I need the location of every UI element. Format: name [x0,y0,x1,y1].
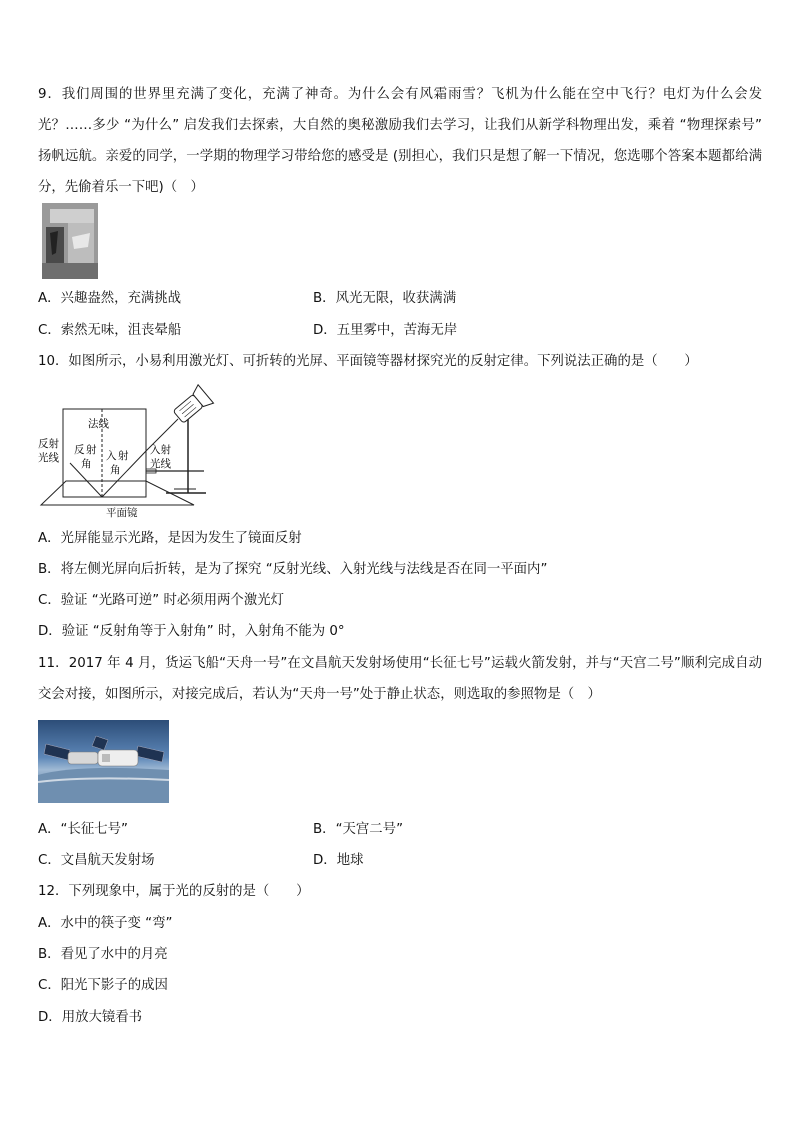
label-reflection-angle-3: 角 [81,458,92,470]
q12-stem: 12．下列现象中，属于光的反射的是（ ） [38,884,310,899]
q9-figure-image [42,203,98,279]
label-reflection-angle-2: 射 [86,444,97,456]
q11-option-a[interactable]: A．“长征七号” [38,822,128,837]
q11-option-d[interactable]: D．地球 [313,853,364,868]
q10-stem: 10．如图所示，小易利用激光灯、可折转的光屏、平面镜等器材探究光的反射定律。下列说法正确的是（ ） [38,354,698,369]
q9-option-a[interactable]: A．兴趣盎然，充满挑战 [38,291,182,306]
q10-option-c[interactable]: C．验证 “光路可逆” 时必须用两个激光灯 [38,593,284,608]
q11-spacecraft-photo [38,720,169,803]
label-incidence-angle-3: 角 [110,464,121,476]
label-reflected-ray-2: 光线 [38,452,59,464]
q10-option-d[interactable]: D．验证 “反射角等于入射角” 时，入射角不能为 0° [38,624,345,639]
q9-option-b[interactable]: B．风光无限，收获满满 [313,291,457,306]
q11-stem: 11．2017 年 4 月，货运飞船“天舟一号”在文昌航天发射场使用“长征七号”运载火箭发射，并与“天宫二号”顺利完成自动交会对接，如图所示，对接完成后，若认为“天舟一号”处于静止状态，则选取的参照物是（ ） [38,656,762,702]
label-incident-ray-2: 光线 [150,458,171,470]
label-incidence-angle-2: 射 [118,450,129,462]
q11-option-b[interactable]: B．“天宫二号” [313,822,404,837]
q12-option-d[interactable]: D．用放大镜看书 [38,1010,143,1025]
label-reflection-angle-1: 反 [74,444,85,456]
label-normal: 法线 [88,418,109,430]
label-reflected-ray-1: 反射 [38,438,59,450]
q10-reflection-diagram [36,381,226,519]
q12-option-c[interactable]: C．阳光下影子的成因 [38,978,168,993]
q12-option-b[interactable]: B．看见了水中的月亮 [38,947,168,962]
q9-stem: 9．我们周围的世界里充满了变化，充满了神奇。为什么会有风霜雨雪？飞机为什么能在空中飞行？电灯为什么会发光？……多少 “为什么” 启发我们去探索，大自然的奥秘激励我们去学习，让我们从新学科物理出发，乘着 “物理探索号” 扬帆远航。亲爱的同学，一学期的物理学习带给您的感受是 (别担心，我们只是想了解一下情况，您选哪个答案本题都给满分，先偷着乐一下吧)（ ） [38,87,762,195]
q12-option-a[interactable]: A．水中的筷子变 “弯” [38,916,173,931]
q9-option-d[interactable]: D．五里雾中，苦海无岸 [313,323,458,338]
q10-option-b[interactable]: B．将左侧光屏向后折转，是为了探究 “反射光线、入射光线与法线是否在同一平面内” [38,562,548,577]
label-incidence-angle-1: 入 [106,450,117,462]
label-incident-ray-1: 入射 [150,444,171,456]
q11-option-c[interactable]: C．文昌航天发射场 [38,853,155,868]
q9-option-c[interactable]: C．索然无味，沮丧晕船 [38,323,182,338]
label-mirror: 平面镜 [106,507,138,519]
q10-option-a[interactable]: A．光屏能显示光路，是因为发生了镜面反射 [38,531,302,546]
